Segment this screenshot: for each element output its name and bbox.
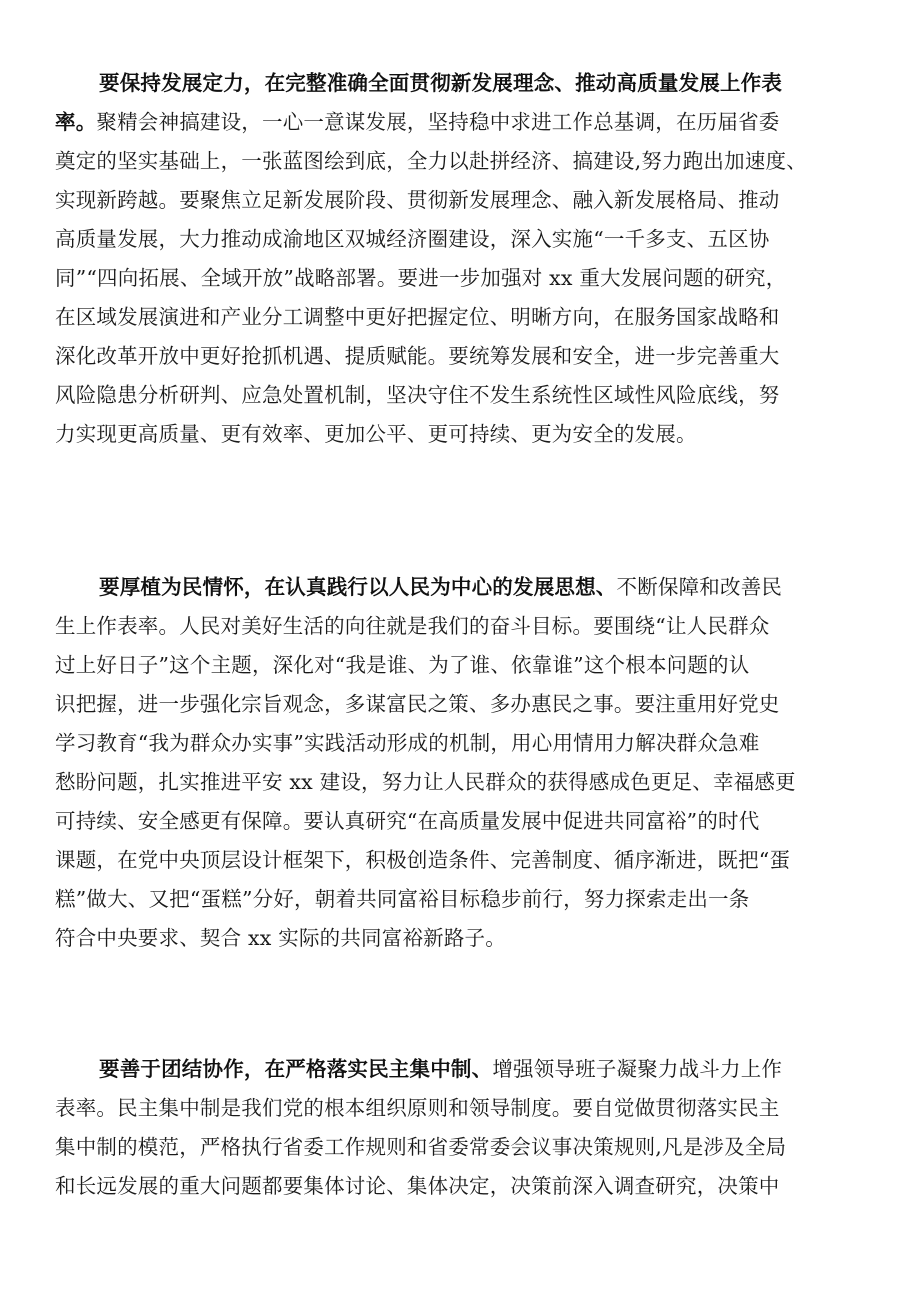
paragraph-line: [55, 103, 875, 142]
paragraph-line: 和长远发展的重大问题都要集体讨论、集体决定，决策前深入调查研究，决策中: [55, 1174, 780, 1198]
paragraph-line: 表率。民主集中制是我们党的根本组织原则和领导制度。要自觉做贯彻落实民主: [55, 1096, 780, 1120]
paragraph-development-focus: [55, 64, 875, 454]
paragraph-line: 深化改革开放中更好抢抓机遇、提质赋能。要统筹发展和安全，进一步完善重大: [55, 344, 780, 368]
paragraph-people-centered: [55, 568, 875, 958]
paragraph-heading: 要厚植为民情怀，在认真践行以人民为中心的发展思想、: [99, 575, 617, 599]
line-text: 聚精会神搞建设，一心一意谋发展，坚持稳中求进工作总基调，在历届省委: [96, 110, 780, 134]
paragraph-line: 集中制的模范，严格执行省委工作规则和省委常委会议事决策规则,凡是涉及全局: [55, 1135, 787, 1159]
paragraph-line: [55, 568, 875, 607]
paragraph-line: [55, 64, 875, 103]
paragraph-democratic-centralism: [55, 1050, 875, 1206]
paragraph-line: 高质量发展，大力推动成渝地区双城经济圈建设，深入实施“一千多支、五区协: [55, 227, 770, 251]
paragraph-line: 实现新跨越。要聚焦立足新发展阶段、贯彻新发展理念、融入新发展格局、推动: [55, 188, 780, 212]
paragraph-line: 符合中央要求、契合 xx 实际的共同富裕新路子。: [55, 926, 506, 950]
paragraph-line: [55, 1050, 875, 1089]
paragraph-line: 愁盼问题，扎实推进平安 xx 建设，努力让人民群众的获得感成色更足、幸福感更: [55, 770, 796, 794]
line-text: 不断保障和改善民: [616, 575, 783, 599]
paragraph-line: 同”“四向拓展、全域开放”战略部署。要进一步加强对 xx 重大发展问题的研究，: [55, 266, 787, 290]
paragraph-line: 可持续、安全感更有保障。要认真研究“在高质量发展中促进共同富裕”的时代: [55, 809, 760, 833]
paragraph-line: 课题，在党中央顶层设计框架下，积极创造条件、完善制度、循序渐进，既把“蛋: [55, 848, 791, 872]
paragraph-line: 识把握，进一步强化宗旨观念，多谋富民之策、多办惠民之事。要注重用好党史: [55, 692, 780, 716]
paragraph-line: 奠定的坚实基础上，一张蓝图绘到底，全力以赴拼经济、搞建设,努力跑出加速度、: [55, 149, 807, 173]
paragraph-line: 在区域发展演进和产业分工调整中更好把握定位、明晰方向，在服务国家战略和: [55, 305, 780, 329]
paragraph-heading: 率。: [55, 110, 97, 134]
paragraph-line: 过上好日子”这个主题，深化对“我是谁、为了谁、依靠谁”这个根本问题的认: [55, 653, 750, 677]
paragraph-line: 生上作表率。人民对美好生活的向往就是我们的奋斗目标。要围绕“让人民群众: [55, 614, 770, 638]
paragraph-line: 学习教育“我为群众办实事”实践活动形成的机制，用心用情用力解决群众急难: [55, 731, 760, 755]
paragraph-heading: 要善于团结协作，在严格落实民主集中制、: [99, 1057, 493, 1081]
paragraph-heading: 要保持发展定力，在完整准确全面贯彻新发展理念、推动高质量发展上作表: [99, 71, 783, 95]
line-text: 增强领导班子凝聚力战斗力上作: [492, 1057, 783, 1081]
paragraph-line: 力实现更高质量、更有效率、更加公平、更可持续、更为安全的发展。: [55, 422, 697, 446]
paragraph-line: 糕”做大、又把“蛋糕”分好，朝着共同富裕目标稳步前行，努力探索走出一条: [55, 887, 750, 911]
paragraph-line: 风险隐患分析研判、应急处置机制，坚决守住不发生系统性区域性风险底线，努: [55, 383, 780, 407]
